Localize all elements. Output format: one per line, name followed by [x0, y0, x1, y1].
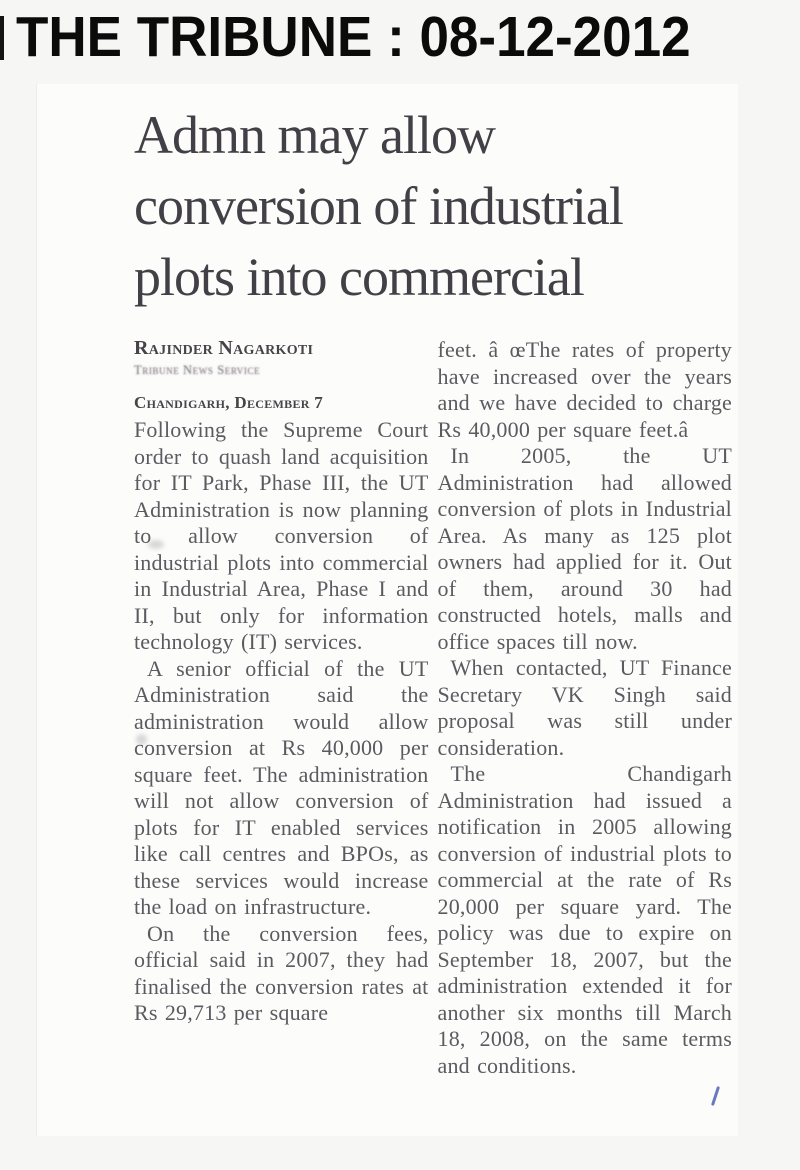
headline-line-1: Admn may allow	[134, 105, 495, 165]
article-paragraph: On the conversion fees, official said in 2007, they had finalised the conversion rates at Rs 29,713 per square	[134, 920, 429, 1025]
dateline: Chandigarh, December 7	[134, 393, 324, 412]
article-paragraph: The Chandigarh Administration had issued a notification in 2005 allowing conversion of industrial plots to commercial at the rate of Rs 20,000 per square yard. The policy was due to expire on September 18, 2007, but the administration extended it for another six months till March 18, 2008, on the same terms and conditions.	[437, 761, 732, 1078]
article-paragraph: A senior official of the UT Administration said the administration would allow conversion at Rs 40,000 per square feet. The administration will not allow conversion of plots for IT enabled services like call centres and BPOs, as these services would increase the load on infrastructure.	[134, 655, 429, 919]
article-paragraph: Following the Supreme Court order to quash land acquisition for IT Park, Phase III, the UT Administration is now planning to allow conversion of industrial plots into commercial in Industrial Area, Phase I and II, but only for information technology (IT) services.	[134, 417, 429, 654]
byline: Rajinder Nagarkoti	[134, 337, 314, 359]
article-paragraph: When contacted, UT Finance Secretary VK Singh said proposal was still under consideration.	[437, 655, 732, 760]
article-paragraph: In 2005, the UT Administration had allowed conversion of plots in Industrial Area. As many as 125 plot owners had applied for it. Out of them, around 30 had constructed hotels, malls and office spaces till now.	[437, 443, 732, 654]
headline-line-2: conversion of industrial	[134, 176, 623, 236]
ink-smudge	[148, 540, 164, 549]
article-body	[134, 337, 732, 1079]
article-headline	[134, 100, 732, 313]
newspaper-clipping	[36, 84, 738, 1136]
ink-smudge	[136, 734, 147, 745]
article-column-right	[438, 337, 733, 1079]
masthead-title: THE TRIBUNE : 08-12-2012	[16, 5, 691, 69]
scan-artifact-top-left	[0, 16, 4, 60]
news-service: Tribune News Service	[134, 363, 261, 377]
headline-line-3: plots into commercial	[134, 247, 584, 307]
article-column-left	[134, 337, 429, 1079]
article-paragraph: feet. â œThe rates of property have increased over the years and we have decided to charge Rs 40,000 per square feet.â	[437, 337, 732, 442]
